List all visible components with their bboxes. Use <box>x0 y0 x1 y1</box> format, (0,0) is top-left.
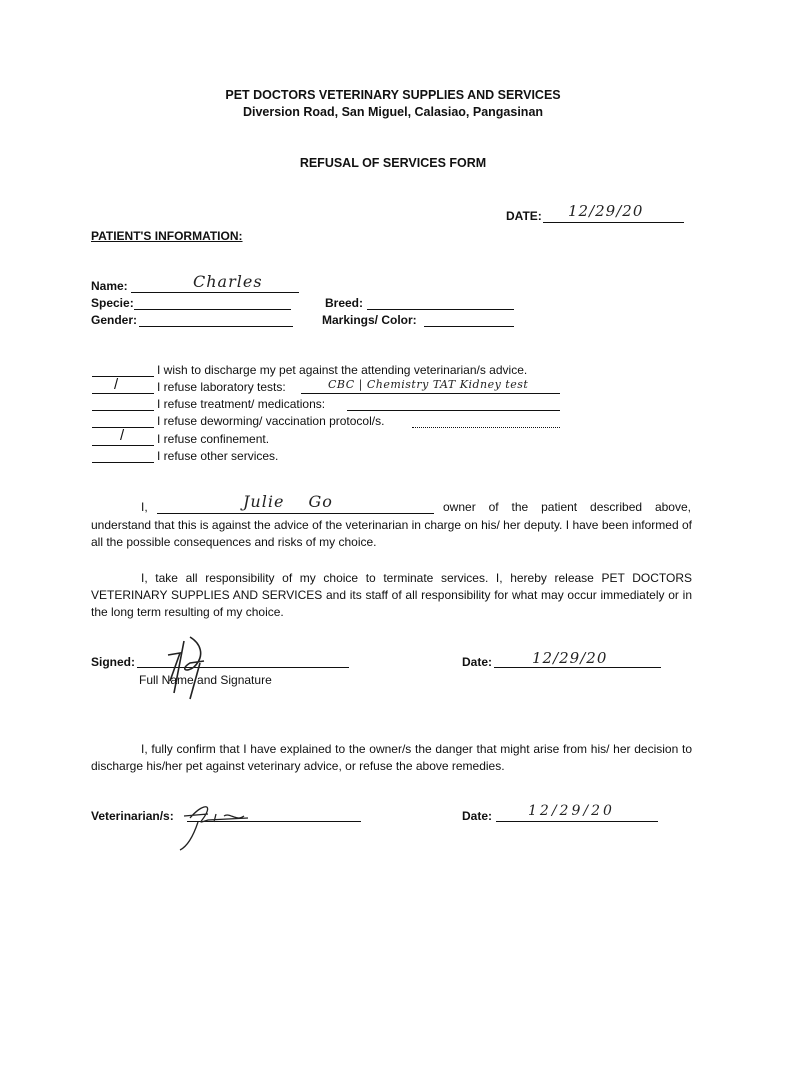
owner-date-label: Date: <box>462 655 493 669</box>
option-1-line[interactable] <box>92 376 154 377</box>
vet-label: Veterinarian/s: <box>91 809 174 823</box>
option-2-detail: CBC | Chemistry TAT Kidney test <box>328 378 529 391</box>
date-line[interactable] <box>543 222 684 223</box>
date-value: 12/29/20 <box>568 202 644 220</box>
owner-signature-caption: Full Name and Signature <box>139 673 272 687</box>
date-label: DATE: <box>506 209 542 223</box>
vet-signature <box>178 800 278 860</box>
option-4-detail-line[interactable] <box>412 427 560 428</box>
option-2-detail-line[interactable] <box>301 393 560 394</box>
breed-label: Breed: <box>325 296 364 310</box>
option-4-text: I refuse deworming/ vaccination protocol/s. <box>157 414 385 428</box>
vet-date-value: 12/29/20 <box>528 803 615 819</box>
markings-line[interactable] <box>424 326 514 327</box>
gender-line[interactable] <box>139 326 293 327</box>
owner-date-line[interactable] <box>494 667 661 668</box>
name-line[interactable] <box>131 292 299 293</box>
option-2-line[interactable] <box>92 393 154 394</box>
owner-signature <box>160 633 220 703</box>
company-name: PET DOCTORS VETERINARY SUPPLIES AND SERVICES <box>225 88 561 102</box>
option-2-text: I refuse laboratory tests: <box>157 380 286 394</box>
name-value: Charles <box>193 272 263 291</box>
owner-statement-text: understand that this is against the advice of the veterinarian in charge on his/ her deputy. I have been informed of all the possible consequences and risks of my choice. <box>91 518 692 549</box>
company-address: Diversion Road, San Miguel, Calasiao, Pangasinan <box>242 105 544 119</box>
option-3-line[interactable] <box>92 410 154 411</box>
gender-label: Gender: <box>91 313 138 327</box>
option-6-line[interactable] <box>92 462 154 463</box>
option-6-text: I refuse other services. <box>157 449 279 463</box>
option-1-text: I wish to discharge my pet against the attending veterinarian/s advice. <box>157 363 528 377</box>
owner-name-line[interactable] <box>157 513 434 514</box>
vet-date-label: Date: <box>462 809 493 823</box>
form-title: REFUSAL OF SERVICES FORM <box>299 156 487 170</box>
owner-date-value: 12/29/20 <box>532 649 608 667</box>
breed-line[interactable] <box>367 309 514 310</box>
markings-label: Markings/ Color: <box>322 313 417 327</box>
vet-statement: I, fully confirm that I have explained to the owner/s the danger that might arise from his/ her decision to discharge his/her pet against veterinary advice, or refuse the above remedies. <box>91 742 692 773</box>
release-statement: I, take all responsibility of my choice to terminate services. I, hereby release PET DOCTORS VETERINARY SUPPLIES AND SERVICES and its staff of all responsibility for what may occur immediately or in the long term resulting of my choice. <box>91 571 692 619</box>
specie-label: Specie: <box>91 296 134 310</box>
patient-section-title: PATIENT'S INFORMATION: <box>91 229 243 243</box>
option-3-text: I refuse treatment/ medications: <box>157 397 326 411</box>
option-2-check: / <box>114 376 119 393</box>
name-label: Name: <box>91 279 128 293</box>
signed-label: Signed: <box>91 655 135 669</box>
vet-date-line[interactable] <box>496 821 658 822</box>
owner-name: Julie Go <box>243 492 333 511</box>
option-5-text: I refuse confinement. <box>157 432 270 446</box>
option-3-detail-line[interactable] <box>347 410 560 411</box>
owner-line1-suffix: owner of the patient described above, <box>443 500 691 514</box>
owner-prefix: I, <box>141 500 148 514</box>
option-5-check: / <box>120 427 125 444</box>
option-5-line[interactable] <box>92 445 154 446</box>
specie-line[interactable] <box>134 309 291 310</box>
